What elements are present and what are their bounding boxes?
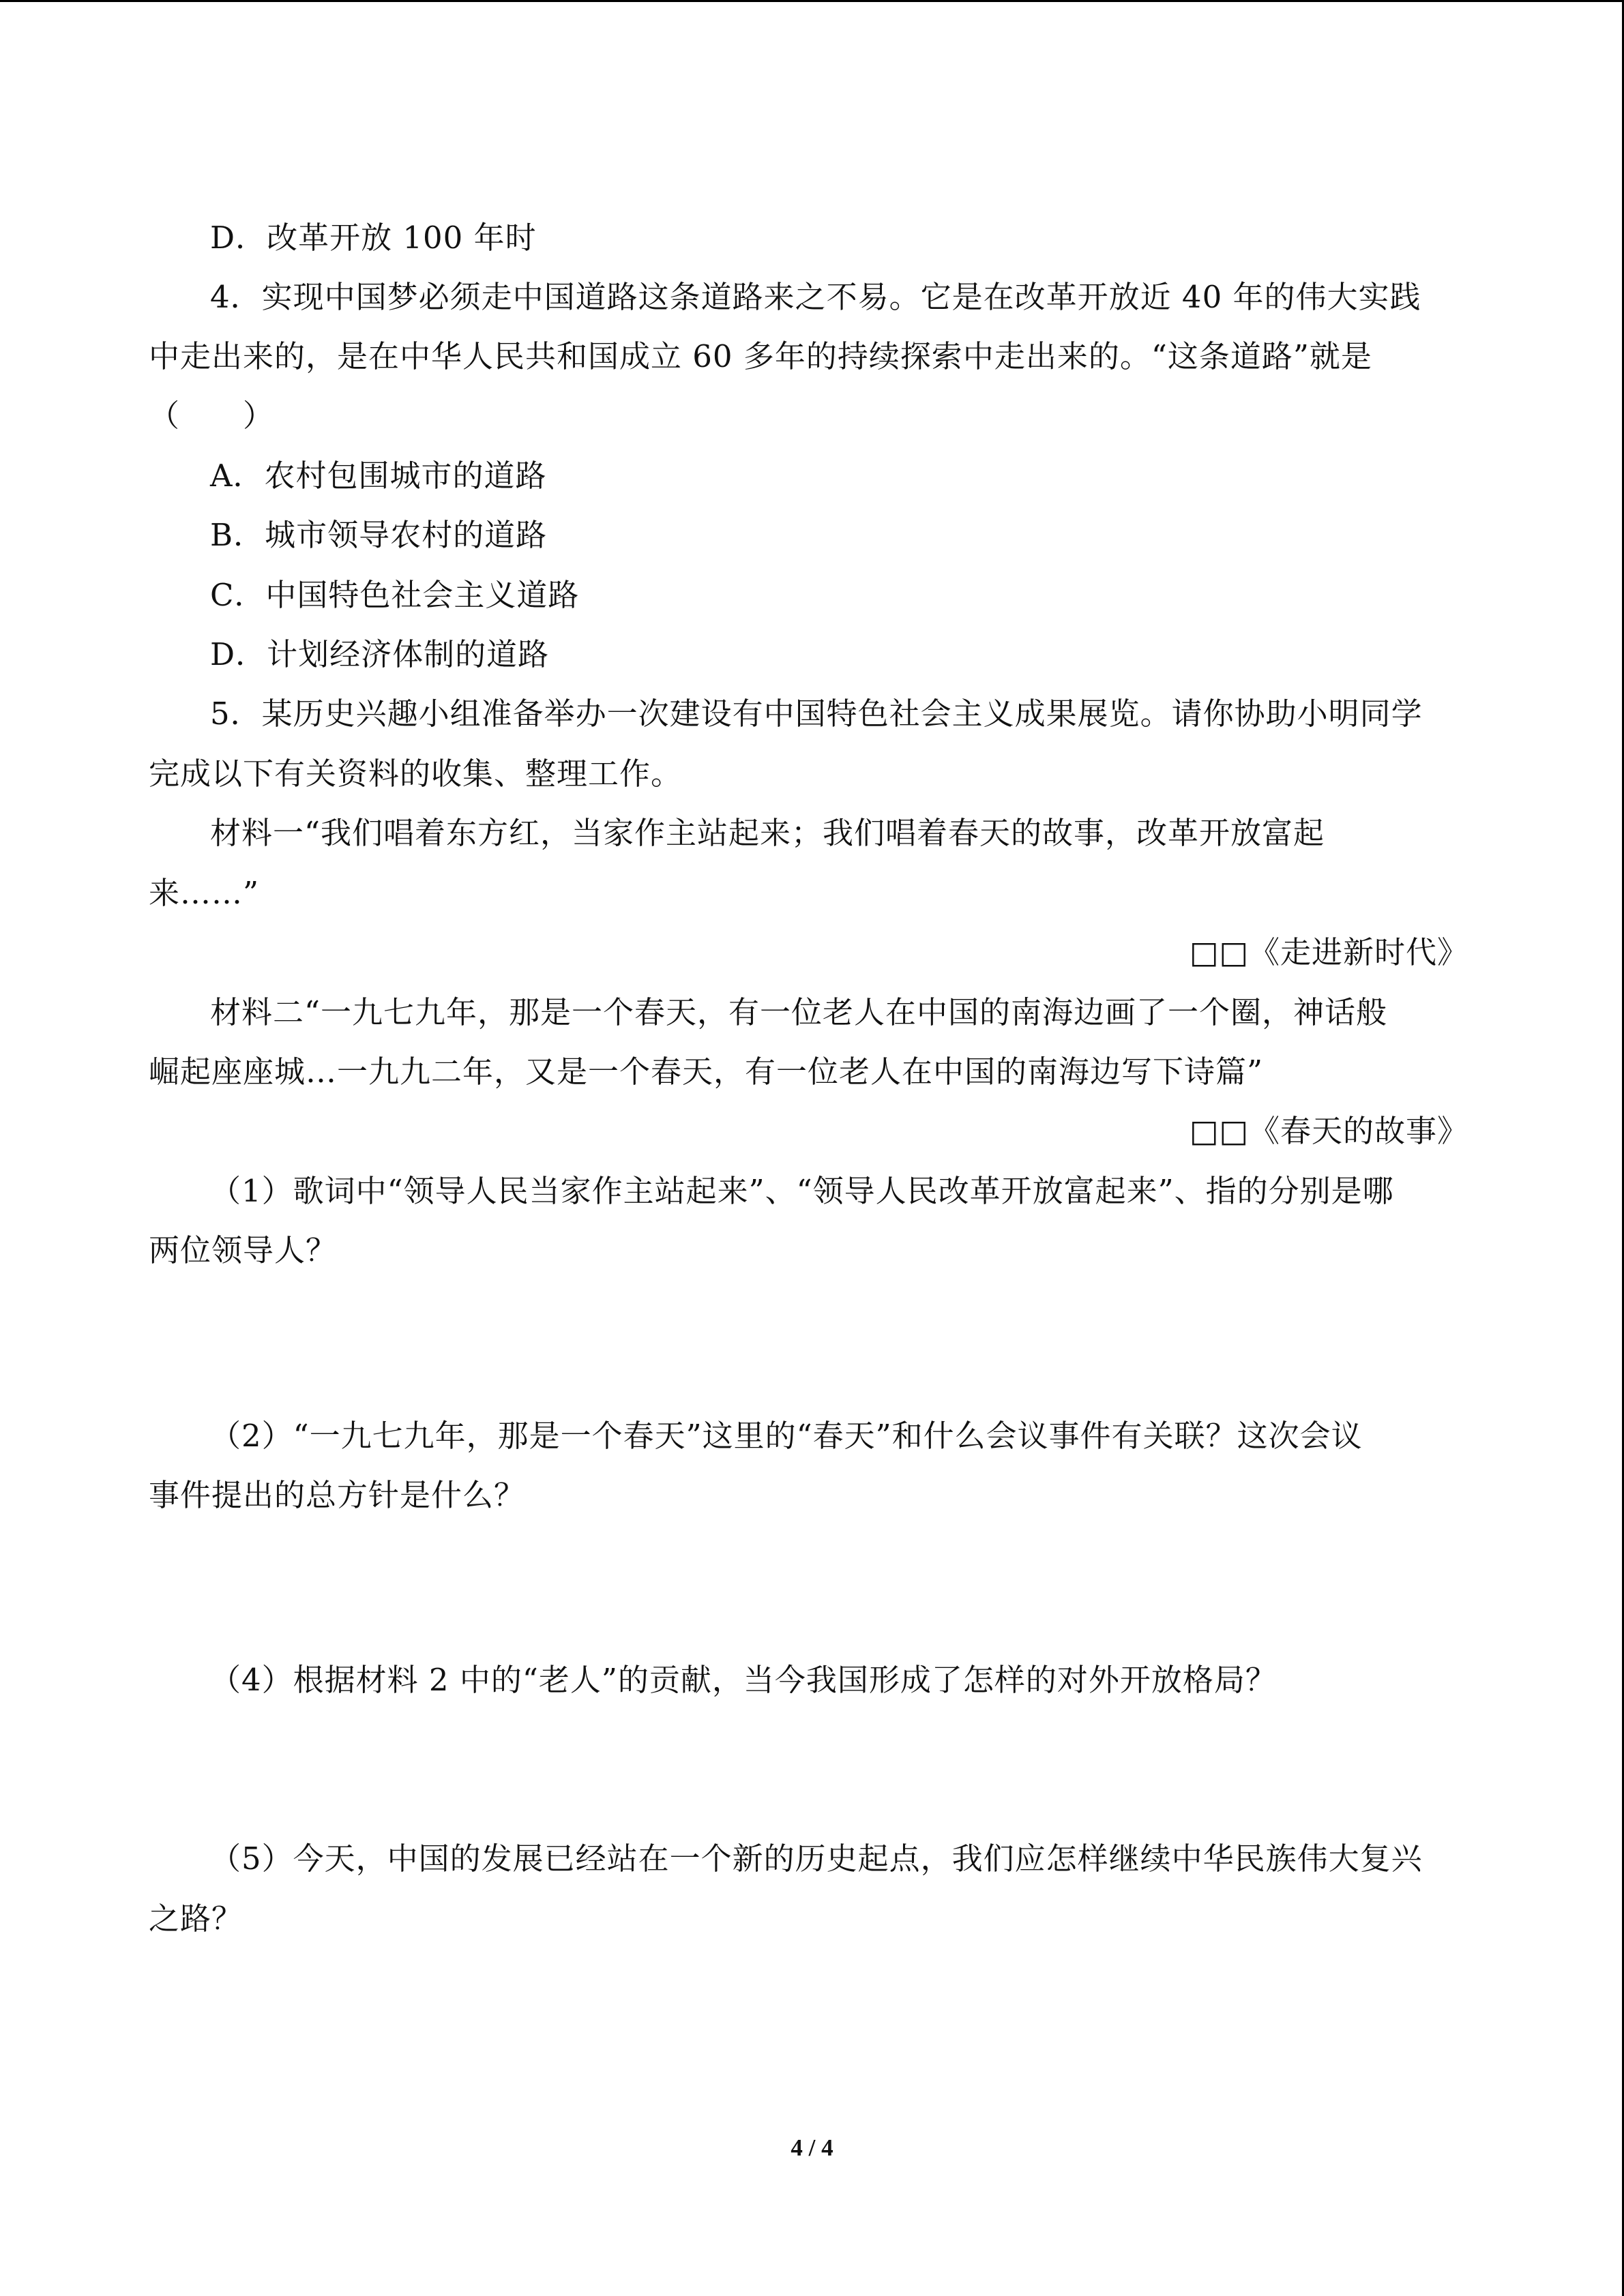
q4-option-c: C．中国特色社会主义道路 bbox=[210, 577, 580, 613]
q4-stem-line-1: 4．实现中国梦必须走中国道路这条道路来之不易。它是在改革开放近 40 年的伟大实践 bbox=[210, 279, 1421, 315]
page-number: 4 / 4 bbox=[791, 2134, 833, 2161]
q4-stem-line-2: 中走出来的，是在中华人民共和国成立 60 多年的持续探索中走出来的。“这条道路”就是 bbox=[149, 338, 1372, 374]
q4-answer-blank: （ ） bbox=[149, 398, 275, 434]
material-1-line-1: 材料一“我们唱着东方红，当家作主站起来；我们唱着春天的故事，改革开放富起 bbox=[210, 815, 1325, 851]
material-2-line-2: 崛起座座城…一九九二年，又是一个春天，有一位老人在中国的南海边写下诗篇” bbox=[149, 1054, 1264, 1090]
material-2-line-1: 材料二“一九七九年，那是一个春天，有一位老人在中国的南海边画了一个圈，神话般 bbox=[210, 994, 1388, 1030]
q5-stem-line-2: 完成以下有关资料的收集、整理工作。 bbox=[149, 756, 683, 792]
material-1-source: □□《走进新时代》 bbox=[1189, 934, 1468, 970]
sub-question-1-line-1: （1）歌词中“领导人民当家作主站起来”、“领导人民改革开放富起来”、指的分别是哪 bbox=[210, 1173, 1394, 1209]
sub-question-1-line-2: 两位领导人？ bbox=[149, 1232, 338, 1268]
q4-option-a: A．农村包围城市的道路 bbox=[210, 458, 547, 494]
sub-question-4-line-1: （4）根据材料 2 中的“老人”的贡献，当今我国形成了怎样的对外开放格局？ bbox=[210, 1662, 1277, 1698]
sub-question-5-line-1: （5）今天，中国的发展已经站在一个新的历史起点，我们应怎样继续中华民族伟大复兴 bbox=[210, 1840, 1423, 1877]
sub-question-2-line-2: 事件提出的总方针是什么？ bbox=[149, 1477, 526, 1513]
material-1-line-2: 来……” bbox=[149, 875, 260, 911]
q3-option-d: D．改革开放 100 年时 bbox=[210, 220, 537, 256]
q5-stem-line-1: 5．某历史兴趣小组准备举办一次建设有中国特色社会主义成果展览。请你协助小明同学 bbox=[210, 696, 1423, 732]
q4-option-d: D．计划经济体制的道路 bbox=[210, 636, 550, 672]
q4-option-b: B．城市领导农村的道路 bbox=[210, 517, 548, 553]
sub-question-5-line-2: 之路？ bbox=[149, 1900, 243, 1937]
sub-question-2-line-1: （2）“一九七九年，那是一个春天”这里的“春天”和什么会议事件有关联？这次会议 bbox=[210, 1418, 1363, 1454]
material-2-source: □□《春天的故事》 bbox=[1189, 1113, 1468, 1149]
